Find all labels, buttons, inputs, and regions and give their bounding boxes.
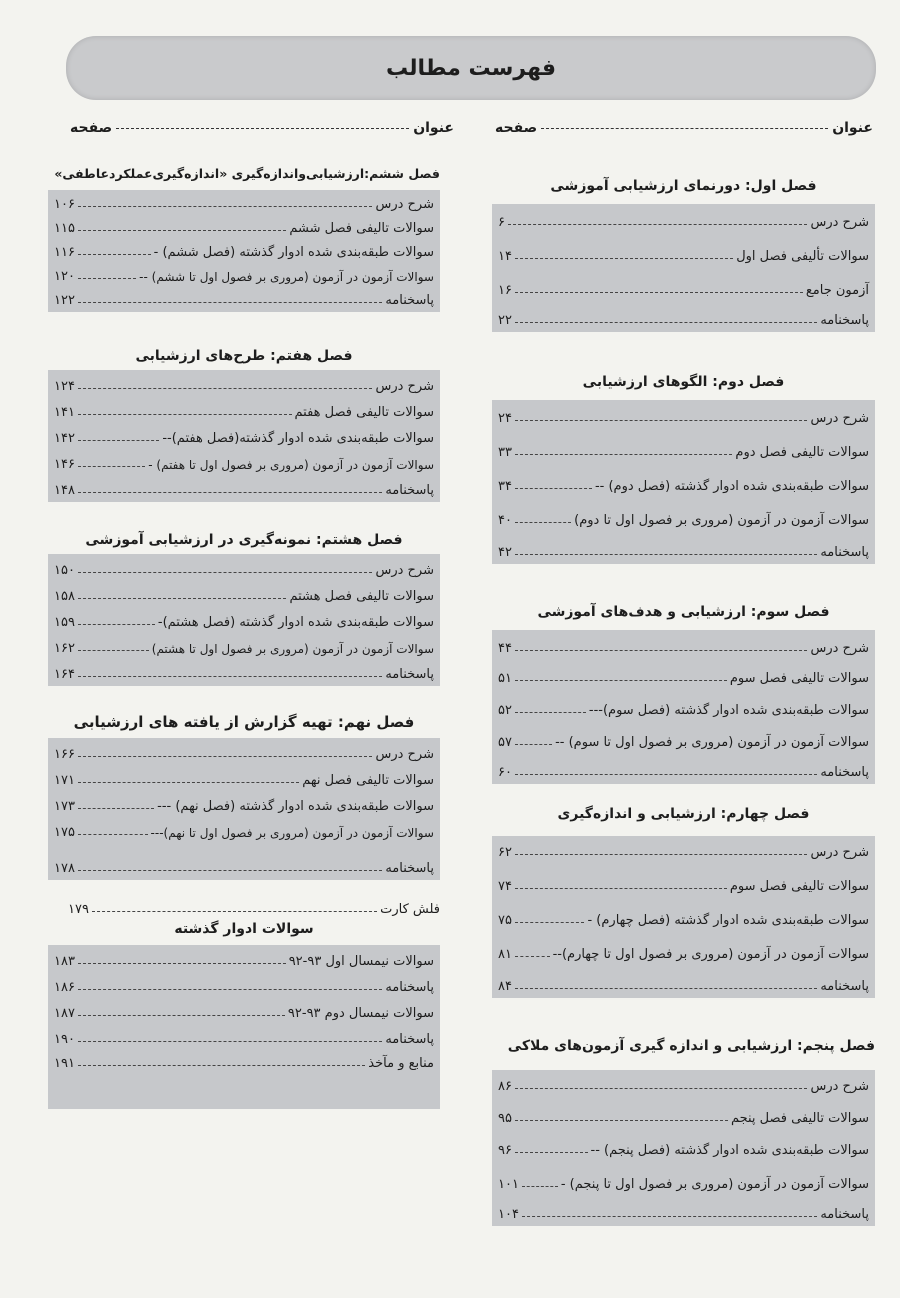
entry-page: ۱۷۹ [68,902,89,917]
toc-entry[interactable] [498,962,869,994]
entry-page: ۱۸۳ [54,954,75,969]
entry-leader [522,1216,817,1217]
entry-page: ۱۶۴ [54,667,75,682]
entry-leader [78,1041,382,1042]
section-title: فصل نهم: تهیه گزارش از یافته های ارزشیابی [73,713,415,731]
entry-title: سوالات آزمون در آزمون (مروری بر فصول اول تا هشتم) [151,642,434,656]
entry-leader [78,492,382,493]
entry-leader [78,302,382,303]
toc-entry[interactable] [54,947,434,969]
entry-page: ۱۶۶ [54,747,75,762]
entry-title: پاسخنامه [820,545,869,560]
entry-title: سوالات طبقه‌بندی شده ادوار گذشته (فصل دوم) -- [594,479,869,494]
toc-entry[interactable] [498,632,869,656]
entry-title: شرح درس [810,215,869,230]
entry-page: ۹۶ [498,1143,512,1158]
entry-page: ۱۶۲ [54,641,75,656]
entry-leader [515,488,592,489]
toc-entry[interactable] [498,750,869,780]
entry-title: پاسخنامه [820,313,869,328]
column-title-label: عنوان [832,120,873,136]
toc-entry[interactable] [54,969,434,995]
entry-title: سوالات آزمون در آزمون (مروری بر فصول اول تا دوم) [574,513,869,528]
entry-page: ۴۰ [498,513,512,528]
entry-title: پاسخنامه [385,667,434,682]
entry-title: سوالات تالیفی فصل هفتم [294,405,434,420]
page-title: فهرست مطالب [385,55,557,81]
section-title: فصل ششم:ارزشیابی‌واندازه‌گیری «اندازه‌گیری‌عملکرد‌عاطفی» [54,166,440,181]
entry-page: ۲۴ [498,411,512,426]
entry-title: سوالات نیمسال دوم ۹۳-۹۲ [287,1006,434,1021]
entry-title: پاسخنامه [385,1032,434,1047]
toc-entry[interactable] [54,472,434,498]
toc-entry[interactable] [54,788,434,814]
entry-leader [515,744,552,745]
entry-leader [508,224,807,225]
entry-leader [515,454,732,455]
entry-page: ۱۸۷ [54,1006,75,1021]
left-column-header [70,116,454,140]
toc-entry[interactable] [498,838,869,860]
entry-leader [78,782,299,783]
toc-entry[interactable] [498,528,869,560]
entry-title: سوالات تالیفی فصل دوم [735,445,869,460]
toc-entry[interactable] [54,212,434,236]
entry-page: ۱۱۵ [54,221,75,236]
toc-entry[interactable] [498,264,869,298]
entry-title: سوالات طبقه‌بندی شده ادوار گذشته (فصل ششم) - [153,245,434,260]
entry-leader [515,1088,808,1089]
entry-leader [78,834,148,835]
toc-entry[interactable] [54,604,434,630]
toc-entry[interactable] [498,426,869,460]
toc-entry[interactable] [498,1126,869,1158]
section-box [48,554,440,686]
entry-leader [515,322,817,323]
toc-entry[interactable] [54,1021,434,1047]
toc-entry[interactable] [54,1047,434,1071]
section-box [48,945,440,1109]
section-box [48,370,440,502]
toc-entry[interactable] [498,718,869,750]
entry-page: ۱۸۶ [54,980,75,995]
toc-entry[interactable] [54,236,434,260]
entry-page: ۱۷۳ [54,799,75,814]
entry-page: ۱۵۰ [54,563,75,578]
entry-page: ۱۵۹ [54,615,75,630]
entry-title: شرح درس [810,641,869,656]
toc-entry[interactable] [498,460,869,494]
toc-entry[interactable] [498,1158,869,1192]
toc-section [492,172,875,332]
entry-page: ۲۲ [498,313,512,328]
entry-page: ۱۲۴ [54,379,75,394]
entry-page: ۶ [498,215,505,230]
toc-entry[interactable] [498,206,869,230]
entry-page: ۱۹۰ [54,1032,75,1047]
toc-section [492,598,875,784]
toc-entry[interactable] [54,630,434,656]
toc-entry[interactable] [498,298,869,328]
entry-leader [515,1120,728,1121]
entry-title: فلش کارت [380,902,440,917]
entry-page: ۱۵۸ [54,589,75,604]
entry-leader [78,230,286,231]
entry-leader [515,1152,588,1153]
entry-title: سوالات آزمون در آزمون (مروری بر فصول اول تا سوم) -- [555,735,869,750]
entry-leader [78,206,373,207]
header-leader [116,128,409,129]
entry-title: شرح درس [810,845,869,860]
toc-section [48,708,440,880]
section-box [48,738,440,880]
entry-page: ۸۴ [498,979,512,994]
entry-title: پاسخنامه [820,979,869,994]
entry-page: ۱۱۶ [54,245,75,260]
toc-entry[interactable] [498,860,869,894]
entry-title: شرح درس [810,1079,869,1094]
toc-entry[interactable] [498,230,869,264]
entry-page: ۱۷۸ [54,861,75,876]
entry-leader [78,572,373,573]
entry-page: ۷۵ [498,913,512,928]
section-title: فصل هشتم: نمونه‌گیری در ارزشیابی آموزشی [85,532,403,548]
entry-title: پاسخنامه [385,861,434,876]
entry-title: سوالات تالیفی فصل سوم [729,879,869,894]
entry-title: سوالات طبقه‌بندی شده ادوار گذشته (فصل نهم) --- [157,799,434,814]
entry-title: پاسخنامه [820,765,869,780]
toc-entry[interactable] [54,192,434,212]
entry-leader [78,870,382,871]
entry-leader [78,278,136,279]
section-box [492,836,875,998]
section-title: فصل سوم: ارزشیابی و هدف‌های آموزشی [537,604,830,620]
entry-page: ۳۴ [498,479,512,494]
entry-leader [78,808,154,809]
entry-title: سوالات تالیفی فصل نهم [302,773,434,788]
toc-section [48,160,440,312]
entry-page: ۱۴۱ [54,405,75,420]
toc-section [492,800,875,998]
toc-entry[interactable] [54,446,434,472]
toc-entry[interactable] [54,995,434,1021]
entry-title: شرح درس [375,379,434,394]
entry-title: سوالات طبقه‌بندی شده ادوار گذشته (فصل چهارم) - [587,913,869,928]
entry-leader [78,598,287,599]
toc-section [48,526,440,686]
toc-entry[interactable] [54,762,434,788]
entry-title: سوالات آزمون در آزمون (مروری بر فصول اول تا پنجم) - [560,1177,869,1192]
section-title: فصل پنجم: ارزشیابی و اندازه گیری آزمون‌های ملاکی [507,1038,875,1054]
entry-title: سوالات تالیفی فصل پنجم [730,1111,869,1126]
entry-page: ۸۱ [498,947,512,962]
toc-entry[interactable] [498,894,869,928]
entry-page: ۱۴۶ [54,457,75,472]
toc-entry[interactable] [54,578,434,604]
entry-page: ۱۰۶ [54,197,75,212]
entry-leader [515,554,817,555]
entry-leader [515,712,586,713]
toc-entry[interactable] [498,656,869,686]
entry-title: سوالات تالیفی فصل سوم [729,671,869,686]
section-box [492,204,875,332]
toc-entry[interactable] [54,420,434,446]
section-title: فصل دوم: الگوهای ارزشیابی [582,374,785,390]
section-box [492,1070,875,1226]
entry-leader [78,624,155,625]
entry-leader [515,922,585,923]
entry-title: شرح درس [810,411,869,426]
entry-leader [515,680,727,681]
entry-page: ۱۲۰ [54,269,75,284]
toc-section [48,342,440,502]
entry-page: ۵۷ [498,735,512,750]
toc-entry[interactable] [54,740,434,762]
entry-leader [515,956,550,957]
toc-entry[interactable] [498,1192,869,1222]
column-page-label: صفحه [495,120,538,136]
entry-leader [515,292,803,293]
entry-title: سوالات طبقه‌بندی شده ادوار گذشته (فصل پنجم) -- [590,1143,869,1158]
toc-entry[interactable] [54,840,434,876]
entry-title: پاسخنامه [820,1207,869,1222]
toc-entry[interactable] [54,814,434,840]
header-leader [541,128,828,129]
toc-entry[interactable] [54,284,434,308]
toc-entry[interactable] [498,494,869,528]
toc-section [492,1032,875,1226]
right-column-header [495,116,873,140]
entry-leader [78,1015,285,1016]
entry-page: ۴۴ [498,641,512,656]
entry-title: منابع و مآخذ [368,1056,434,1071]
entry-title: آزمون جامع [805,283,869,298]
entry-title: سوالات طبقه‌بندی شده ادوار گذشته (فصل سوم)--- [588,703,869,718]
section-title: فصل هفتم: طرح‌های ارزشیابی [135,348,353,364]
section-title: فصل اول: دورنمای ارزشیابی آموزشی [550,178,817,194]
entry-title: پاسخنامه [385,483,434,498]
entry-leader [515,774,817,775]
entry-leader [78,254,151,255]
entry-leader [78,676,382,677]
entry-page: ۱۴ [498,249,512,264]
entry-title: شرح درس [375,197,434,212]
entry-page: ۳۳ [498,445,512,460]
entry-page: ۴۲ [498,545,512,560]
entry-title: سوالات تألیفی فصل اول [736,249,869,264]
entry-leader [515,258,733,259]
entry-leader [78,1065,365,1066]
entry-page: ۵۲ [498,703,512,718]
entry-leader [78,756,373,757]
entry-leader [515,988,817,989]
toc-entry-flashcards[interactable] [68,895,440,917]
toc-entry[interactable] [498,928,869,962]
section-box [492,400,875,564]
section-box [48,190,440,312]
entry-page: ۶۰ [498,765,512,780]
toc-entry[interactable] [498,1094,869,1126]
toc-entry[interactable] [54,656,434,682]
entry-title: سوالات آزمون در آزمون (مروری بر فصول اول تا هفتم) - [148,458,434,472]
entry-page: ۱۰۴ [498,1207,519,1222]
entry-page: ۱۷۵ [54,825,75,840]
entry-page: ۹۵ [498,1111,512,1126]
entry-page: ۱۷۱ [54,773,75,788]
toc-section [492,368,875,564]
entry-page: ۷۴ [498,879,512,894]
entry-title: سوالات تالیفی فصل ششم [289,221,434,236]
entry-title: سوالات تالیفی فصل هشتم [289,589,434,604]
entry-title: پاسخنامه [385,293,434,308]
column-page-label: صفحه [70,120,113,136]
entry-leader [78,989,382,990]
entry-page: ۱۲۲ [54,293,75,308]
section-title: سوالات ادوار گذشته [174,921,314,937]
entry-title: سوالات نیمسال اول ۹۳-۹۲ [288,954,434,969]
entry-page: ۵۱ [498,671,512,686]
column-title-label: عنوان [413,120,454,136]
section-box [492,630,875,784]
entry-leader [515,888,727,889]
toc-entry[interactable] [498,1072,869,1094]
entry-leader [78,963,286,964]
toc-entry[interactable] [498,402,869,426]
entry-leader [78,650,149,651]
entry-title: سوالات آزمون در آزمون (مروری بر فصول اول تا نهم)--- [150,826,434,840]
entry-leader [78,388,373,389]
entry-page: ۱۹۱ [54,1056,75,1071]
toc-entry[interactable] [498,686,869,718]
entry-leader [515,420,808,421]
entry-title: سوالات طبقه‌بندی شده ادوار گذشته (فصل هشتم)- [157,615,434,630]
entry-page: ۱۶ [498,283,512,298]
toc-section [48,915,440,1109]
entry-title: پاسخنامه [385,980,434,995]
entry-page: ۱۴۸ [54,483,75,498]
entry-title: سوالات آزمون در آزمون (مروری بر فصول اول تا ششم) -- [139,270,434,284]
toc-entry[interactable] [54,394,434,420]
toc-entry[interactable] [54,372,434,394]
section-title: فصل چهارم: ارزشیابی و اندازه‌گیری [557,806,810,822]
entry-leader [92,911,377,912]
entry-page: ۱۰۱ [498,1177,519,1192]
entry-leader [515,854,808,855]
entry-leader [515,522,571,523]
entry-leader [515,650,808,651]
entry-title: سوالات آزمون در آزمون (مروری بر فصول اول تا چهارم)-- [552,947,869,962]
entry-title: شرح درس [375,747,434,762]
entry-title: سوالات طبقه‌بندی شده ادوار گذشته(فصل هفتم)-- [162,431,434,446]
toc-entry[interactable] [54,556,434,578]
toc-title-band [66,36,876,100]
entry-leader [78,414,292,415]
entry-leader [78,466,145,467]
entry-leader [78,440,159,441]
entry-page: ۶۲ [498,845,512,860]
toc-entry[interactable] [54,260,434,284]
entry-page: ۸۶ [498,1079,512,1094]
entry-leader [522,1186,558,1187]
entry-title: شرح درس [375,563,434,578]
entry-page: ۱۴۲ [54,431,75,446]
